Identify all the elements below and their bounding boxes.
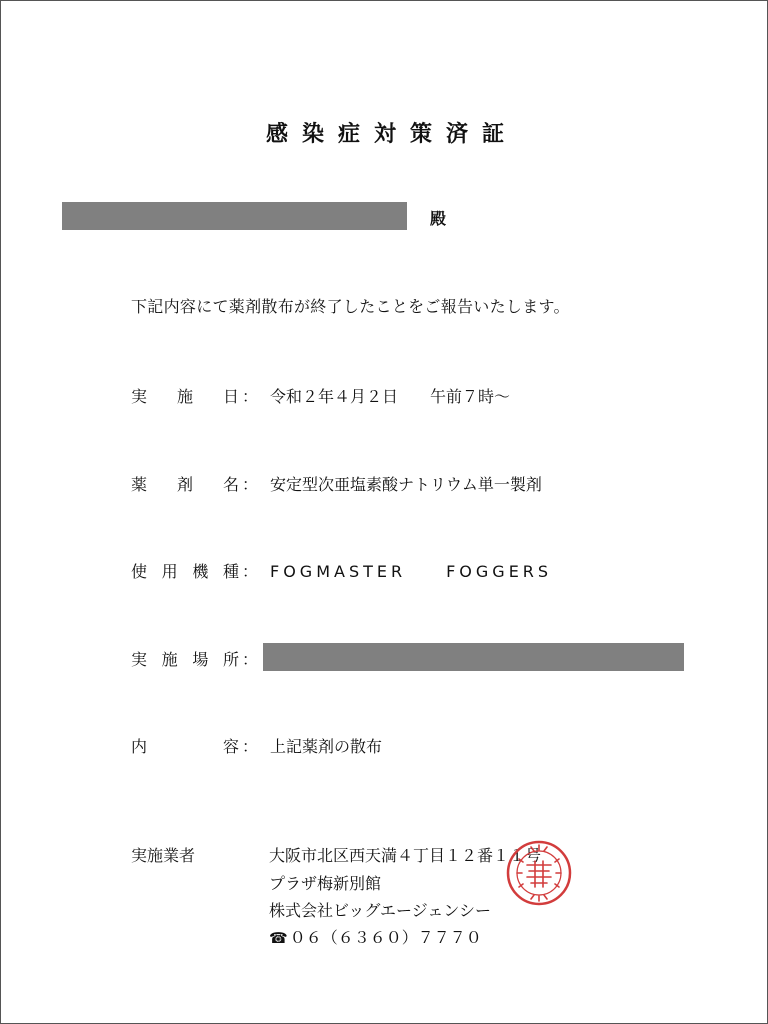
field-value: FOGMASTER FOGGERS [270,562,553,581]
field-colon: ： [242,475,259,494]
field-colon: ： [242,737,259,756]
field-label [131,472,239,495]
field-colon: ： [242,387,259,406]
label-char: 名 [222,475,239,494]
label-char: 実 [131,650,148,669]
field-value: 安定型次亜塩素酸ナトリウム単一製剤 [270,475,542,494]
label-char: 実 [131,387,148,406]
telephone-icon: ☎ [269,929,288,947]
field-value: 上記薬剤の散布 [270,737,383,756]
label-char: 施 [176,387,193,406]
label-char: 種 [222,562,239,581]
operator-company: 株式会社ビッグエージェンシー [269,901,492,920]
company-seal-stamp [505,839,573,907]
operator-label: 実施業者 [131,846,196,865]
label-char: 日 [222,387,239,406]
label-char: 場 [192,650,209,669]
operator-phone: ０６（６３６０）７７７０ [289,928,482,947]
field-label [131,734,239,757]
label-char: 施 [161,650,178,669]
field-colon: ： [242,650,259,669]
label-char: 機 [192,562,209,581]
operator-address: 大阪市北区西天満４丁目１２番１１号 [269,846,542,865]
label-char: 内 [131,737,148,756]
operator-building: プラザ梅新別館 [269,874,382,893]
label-char: 用 [161,562,178,581]
location-redacted [263,643,684,671]
label-char: 薬 [131,475,148,494]
field-label [131,559,239,582]
operator-phone-line [269,925,482,948]
field-label [131,384,239,407]
addressee-honorific: 殿 [430,209,447,228]
field-value: 令和２年４月２日 午前７時～ [270,387,511,406]
label-char: 容 [222,737,239,756]
label-char: 所 [222,650,239,669]
label-char: 使 [131,562,148,581]
addressee-redacted [62,202,407,230]
field-colon: ： [242,562,259,581]
intro-text: 下記内容にて薬剤散布が終了したことをご報告いたします。 [131,297,570,316]
field-label [131,647,239,670]
document-title: 感染症対策済証 [265,121,518,147]
label-char: 剤 [176,475,193,494]
